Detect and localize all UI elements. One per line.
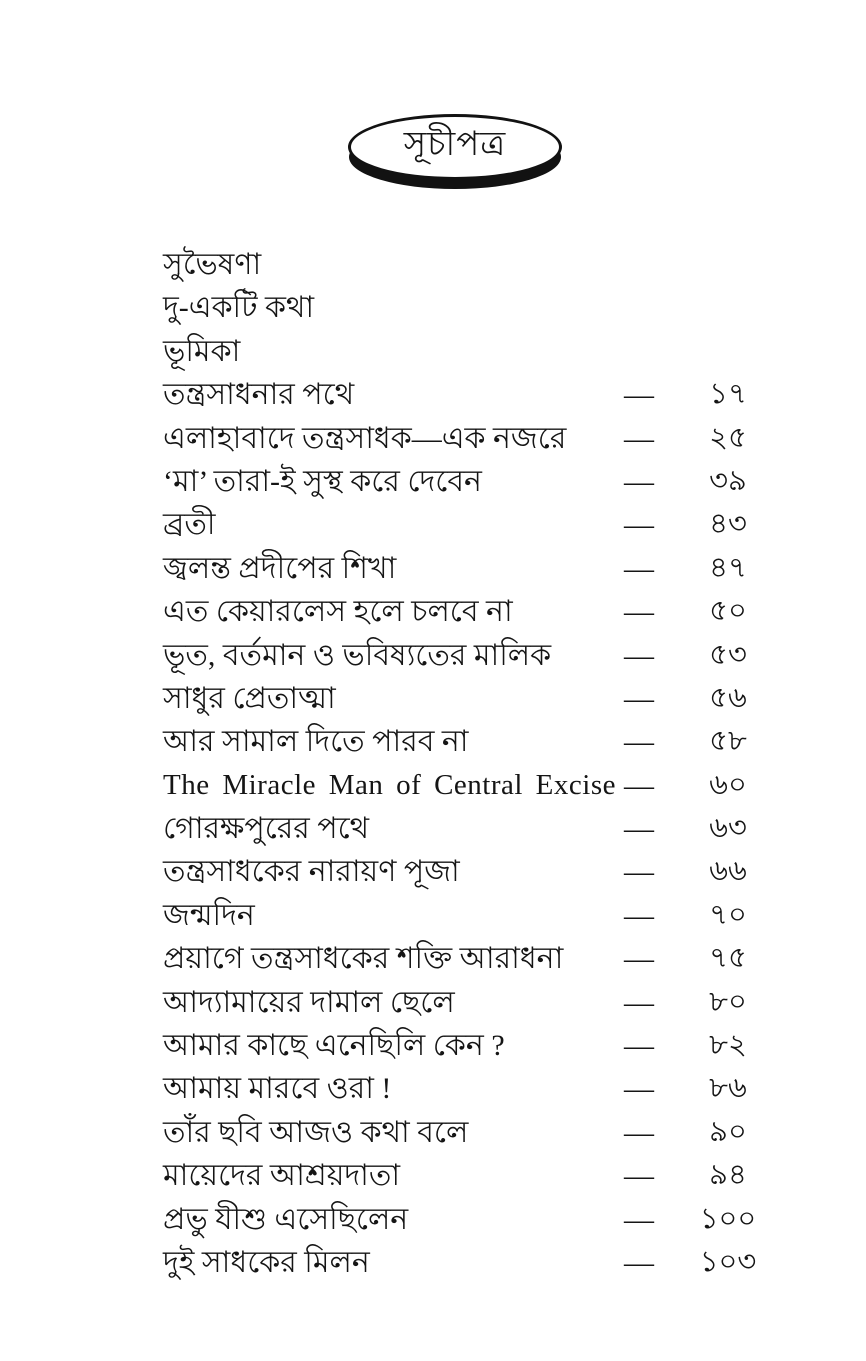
page-title: সূচীপত্র — [403, 125, 507, 163]
toc-entry-title: দু-একটি কথা — [163, 291, 315, 325]
toc-row — [163, 590, 803, 633]
toc-row — [163, 1024, 803, 1067]
toc-separator-dash: — — [624, 1029, 654, 1063]
toc-separator-dash: — — [624, 1159, 654, 1193]
toc-row — [163, 1067, 803, 1110]
toc-page-number: ৮৬ — [709, 1072, 747, 1105]
toc-entry-title: সুভৈষণা — [163, 248, 262, 281]
toc-title-badge — [348, 114, 562, 190]
toc-separator-dash: — — [624, 378, 654, 412]
toc-page-number: ৫৬ — [709, 681, 747, 714]
toc-row — [163, 503, 803, 546]
toc-page-number: ১০৩ — [699, 1245, 757, 1278]
toc-page-number: ৬৩ — [709, 812, 747, 845]
toc-entry-title: তন্ত্রসাধনার পথে — [163, 378, 355, 412]
toc-row — [163, 1241, 803, 1284]
toc-entry-title: আদ্যামায়ের দামাল ছেলে — [163, 985, 455, 1019]
toc-row — [163, 850, 803, 893]
toc-entry-title: তাঁর ছবি আজও কথা বলে — [163, 1115, 469, 1149]
toc-row — [163, 330, 803, 373]
toc-page-number: ৬৬ — [709, 855, 747, 888]
toc-entry-title: গোরক্ষপুরের পথে — [163, 812, 370, 846]
toc-entry-title: ভূত, বর্তমান ও ভবিষ্যতের মালিক — [163, 638, 552, 672]
toc-row — [163, 981, 803, 1024]
toc-entry-title: ব্রতী — [163, 508, 216, 542]
toc-row — [163, 764, 803, 807]
toc-separator-dash: — — [624, 855, 654, 889]
toc-row — [163, 1198, 803, 1241]
toc-separator-dash: — — [624, 638, 654, 672]
toc-separator-dash: — — [624, 681, 654, 715]
toc-separator-dash: — — [624, 1072, 654, 1106]
toc-separator-dash: — — [624, 1202, 654, 1236]
toc-row — [163, 720, 803, 763]
toc-row — [163, 460, 803, 503]
toc-entry-title: সাধুর প্রেতাত্মা — [163, 681, 336, 715]
toc-page-number: ৮২ — [709, 1029, 747, 1062]
toc-page-number: ৫৮ — [709, 725, 747, 758]
toc-separator-dash: — — [624, 1115, 654, 1149]
toc-entry-title: আমায় মারবে ওরা ! — [163, 1072, 392, 1106]
toc-page-number: ৪৭ — [709, 551, 747, 584]
toc-separator-dash: — — [624, 508, 654, 542]
toc-page-number: ৪৩ — [709, 508, 747, 541]
toc-entry-title: The Miracle Man of Central Excise — [163, 768, 616, 801]
toc-entry-title: জন্মদিন — [163, 898, 255, 932]
toc-separator-dash: — — [624, 464, 654, 498]
toc-page-number: ৫৩ — [709, 638, 747, 671]
toc-page-number: ৭৫ — [709, 942, 747, 975]
toc-row — [163, 286, 803, 329]
toc-row — [163, 677, 803, 720]
toc-entry-title: দুই সাধকের মিলন — [163, 1245, 370, 1279]
toc-row — [163, 373, 803, 416]
toc-separator-dash: — — [624, 898, 654, 932]
toc-row — [163, 547, 803, 590]
toc-page-number: ১০০ — [699, 1202, 757, 1235]
toc-separator-dash: — — [624, 421, 654, 455]
toc-row — [163, 1111, 803, 1154]
toc-separator-dash: — — [624, 1245, 654, 1279]
toc-separator-dash: — — [624, 812, 654, 846]
toc-entry-title: তন্ত্রসাধকের নারায়ণ পূজা — [163, 855, 460, 889]
toc-page-number: ৩৯ — [709, 464, 747, 497]
toc-list — [163, 243, 803, 1284]
toc-entry-title: আর সামাল দিতে পারব না — [163, 725, 469, 759]
toc-page-number: ৫০ — [709, 595, 747, 628]
toc-row — [163, 417, 803, 460]
toc-page-number: ৭০ — [709, 898, 747, 931]
toc-entry-title: আমার কাছে এনেছিলি কেন ? — [163, 1029, 505, 1063]
toc-page-number: ৮০ — [709, 985, 747, 1018]
toc-row — [163, 894, 803, 937]
badge-face-ellipse — [348, 114, 562, 180]
toc-row — [163, 243, 803, 286]
toc-entry-title: এলাহাবাদে তন্ত্রসাধক—এক নজরে — [163, 421, 567, 455]
toc-entry-title: ভূমিকা — [163, 334, 241, 368]
toc-entry-title: প্রয়াগে তন্ত্রসাধকের শক্তি আরাধনা — [163, 942, 564, 976]
toc-entry-title: জ্বলন্ত প্রদীপের শিখা — [163, 551, 397, 585]
toc-page-number: ৬০ — [709, 768, 747, 801]
toc-page-number: ৯০ — [709, 1115, 747, 1148]
toc-separator-dash: — — [624, 768, 654, 802]
toc-entry-title: ‘মা’ তারা-ই সুস্থ করে দেবেন — [163, 464, 482, 498]
toc-entry-title: প্রভু যীশু এসেছিলেন — [163, 1202, 409, 1236]
toc-entry-title: এত কেয়ারলেস হলে চলবে না — [163, 595, 513, 629]
toc-separator-dash: — — [624, 551, 654, 585]
toc-page-number: ১৭ — [709, 378, 747, 411]
toc-entry-title: মায়েদের আশ্রয়দাতা — [163, 1159, 401, 1193]
toc-separator-dash: — — [624, 942, 654, 976]
toc-page-number: ২৫ — [709, 421, 747, 454]
toc-row — [163, 937, 803, 980]
toc-page-number: ৯৪ — [709, 1159, 747, 1192]
toc-row — [163, 807, 803, 850]
toc-separator-dash: — — [624, 985, 654, 1019]
toc-row — [163, 634, 803, 677]
toc-separator-dash: — — [624, 725, 654, 759]
toc-row — [163, 1154, 803, 1197]
toc-separator-dash: — — [624, 595, 654, 629]
